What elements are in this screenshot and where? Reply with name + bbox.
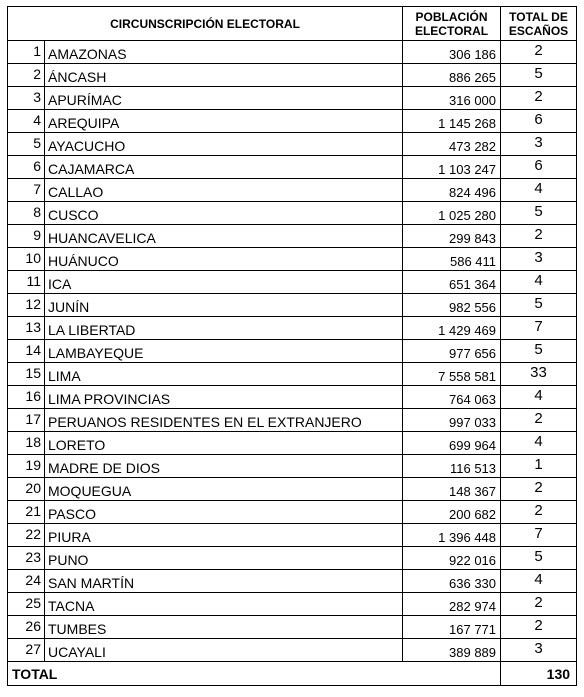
district-name: PUNO: [45, 547, 403, 570]
seat-count: 3: [501, 639, 577, 662]
seat-count: 4: [501, 271, 577, 294]
electoral-population: 148 367: [403, 478, 501, 501]
row-number: 24: [8, 570, 45, 593]
row-number: 9: [8, 225, 45, 248]
header-district: CIRCUNSCRIPCIÓN ELECTORAL: [8, 7, 403, 41]
table-row: [8, 593, 577, 616]
electoral-population: 1 429 469: [403, 317, 501, 340]
row-number: 13: [8, 317, 45, 340]
district-name: MADRE DE DIOS: [45, 455, 403, 478]
district-name: UCAYALI: [45, 639, 403, 662]
table-row: [8, 271, 577, 294]
seat-count: 2: [501, 616, 577, 639]
electoral-population: 7 558 581: [403, 363, 501, 386]
row-number: 18: [8, 432, 45, 455]
electoral-population: 1 396 448: [403, 524, 501, 547]
district-name: PASCO: [45, 501, 403, 524]
district-name: LA LIBERTAD: [45, 317, 403, 340]
table-row: [8, 110, 577, 133]
district-name: APURÍMAC: [45, 87, 403, 110]
electoral-population: 1 025 280: [403, 202, 501, 225]
seat-count: 7: [501, 524, 577, 547]
seat-count: 2: [501, 501, 577, 524]
district-name: ÁNCASH: [45, 64, 403, 87]
seat-count: 4: [501, 570, 577, 593]
table-row: [8, 524, 577, 547]
table-row: [8, 133, 577, 156]
district-name: TACNA: [45, 593, 403, 616]
seat-count: 4: [501, 386, 577, 409]
district-name: ICA: [45, 271, 403, 294]
table-row: [8, 501, 577, 524]
district-name: PIURA: [45, 524, 403, 547]
seat-count: 5: [501, 294, 577, 317]
district-name: TUMBES: [45, 616, 403, 639]
row-number: 16: [8, 386, 45, 409]
table-row: [8, 547, 577, 570]
row-number: 27: [8, 639, 45, 662]
district-name: LIMA: [45, 363, 403, 386]
electoral-population: 586 411: [403, 248, 501, 271]
table-row: [8, 248, 577, 271]
row-number: 23: [8, 547, 45, 570]
seat-count: 6: [501, 156, 577, 179]
electoral-population: 200 682: [403, 501, 501, 524]
seat-count: 6: [501, 110, 577, 133]
district-name: AREQUIPA: [45, 110, 403, 133]
electoral-population: 1 145 268: [403, 110, 501, 133]
district-name: LIMA PROVINCIAS: [45, 386, 403, 409]
table-row: [8, 616, 577, 639]
row-number: 19: [8, 455, 45, 478]
header-population-line1: POBLACIÓN: [415, 9, 488, 24]
district-name: HUANCAVELICA: [45, 225, 403, 248]
table-row: [8, 41, 577, 64]
total-seats: 130: [501, 662, 577, 686]
table-row: [8, 478, 577, 501]
district-name: CUSCO: [45, 202, 403, 225]
district-name: LAMBAYEQUE: [45, 340, 403, 363]
seat-count: 1: [501, 455, 577, 478]
row-number: 10: [8, 248, 45, 271]
table-row: [8, 87, 577, 110]
electoral-population: 922 016: [403, 547, 501, 570]
seat-count: 5: [501, 340, 577, 363]
seat-count: 2: [501, 87, 577, 110]
table-row: [8, 317, 577, 340]
row-number: 2: [8, 64, 45, 87]
table-row: [8, 363, 577, 386]
district-name: CALLAO: [45, 179, 403, 202]
electoral-population: 116 513: [403, 455, 501, 478]
seat-count: 2: [501, 225, 577, 248]
row-number: 3: [8, 87, 45, 110]
seat-count: 33: [501, 363, 577, 386]
row-number: 8: [8, 202, 45, 225]
row-number: 14: [8, 340, 45, 363]
district-name: MOQUEGUA: [45, 478, 403, 501]
electoral-population: 282 974: [403, 593, 501, 616]
table-row: [8, 570, 577, 593]
electoral-population: 764 063: [403, 386, 501, 409]
header-population: [403, 7, 501, 41]
table-row: [8, 639, 577, 662]
table-row: [8, 179, 577, 202]
table-row: [8, 386, 577, 409]
district-name: LORETO: [45, 432, 403, 455]
header-population-line2: ELECTORAL: [414, 23, 489, 38]
row-number: 1: [8, 41, 45, 64]
seat-count: 4: [501, 432, 577, 455]
row-number: 6: [8, 156, 45, 179]
table-row: [8, 294, 577, 317]
row-number: 17: [8, 409, 45, 432]
electoral-population: 306 186: [403, 41, 501, 64]
row-number: 21: [8, 501, 45, 524]
row-number: 20: [8, 478, 45, 501]
table-row: [8, 202, 577, 225]
electoral-population: 982 556: [403, 294, 501, 317]
row-number: 25: [8, 593, 45, 616]
table-row: [8, 156, 577, 179]
table-row: [8, 225, 577, 248]
row-number: 5: [8, 133, 45, 156]
seats-table: [7, 6, 577, 686]
seat-count: 3: [501, 133, 577, 156]
seat-count: 5: [501, 64, 577, 87]
header-seats-line2: ESCAÑOS: [508, 23, 569, 38]
row-number: 26: [8, 616, 45, 639]
electoral-population: 824 496: [403, 179, 501, 202]
seat-count: 5: [501, 547, 577, 570]
row-number: 4: [8, 110, 45, 133]
district-name: PERUANOS RESIDENTES EN EL EXTRANJERO: [45, 409, 403, 432]
electoral-population: 651 364: [403, 271, 501, 294]
total-row: [8, 662, 577, 686]
row-number: 11: [8, 271, 45, 294]
seat-count: 2: [501, 41, 577, 64]
district-name: CAJAMARCA: [45, 156, 403, 179]
row-number: 15: [8, 363, 45, 386]
seat-count: 2: [501, 593, 577, 616]
electoral-population: 636 330: [403, 570, 501, 593]
table-row: [8, 340, 577, 363]
district-name: HUÁNUCO: [45, 248, 403, 271]
row-number: 12: [8, 294, 45, 317]
district-name: SAN MARTÍN: [45, 570, 403, 593]
seat-count: 3: [501, 248, 577, 271]
electoral-population: 699 964: [403, 432, 501, 455]
total-label: TOTAL: [8, 662, 501, 686]
electoral-population: 473 282: [403, 133, 501, 156]
seat-count: 5: [501, 202, 577, 225]
row-number: 22: [8, 524, 45, 547]
header-seats-line1: TOTAL DE: [509, 9, 568, 24]
electoral-population: 316 000: [403, 87, 501, 110]
row-number: 7: [8, 179, 45, 202]
seat-count: 2: [501, 409, 577, 432]
electoral-population: 389 889: [403, 639, 501, 662]
district-name: AYACUCHO: [45, 133, 403, 156]
table-row: [8, 409, 577, 432]
electoral-population: 997 033: [403, 409, 501, 432]
electoral-population: 299 843: [403, 225, 501, 248]
seat-count: 7: [501, 317, 577, 340]
table-row: [8, 432, 577, 455]
electoral-population: 977 656: [403, 340, 501, 363]
district-name: AMAZONAS: [45, 41, 403, 64]
header-seats: [501, 7, 577, 41]
seat-count: 2: [501, 478, 577, 501]
district-name: JUNÍN: [45, 294, 403, 317]
electoral-population: 886 265: [403, 64, 501, 87]
table-row: [8, 455, 577, 478]
table-body: [8, 41, 577, 662]
electoral-population: 167 771: [403, 616, 501, 639]
seat-count: 4: [501, 179, 577, 202]
table-header-row: [8, 7, 577, 41]
electoral-population: 1 103 247: [403, 156, 501, 179]
table-row: [8, 64, 577, 87]
